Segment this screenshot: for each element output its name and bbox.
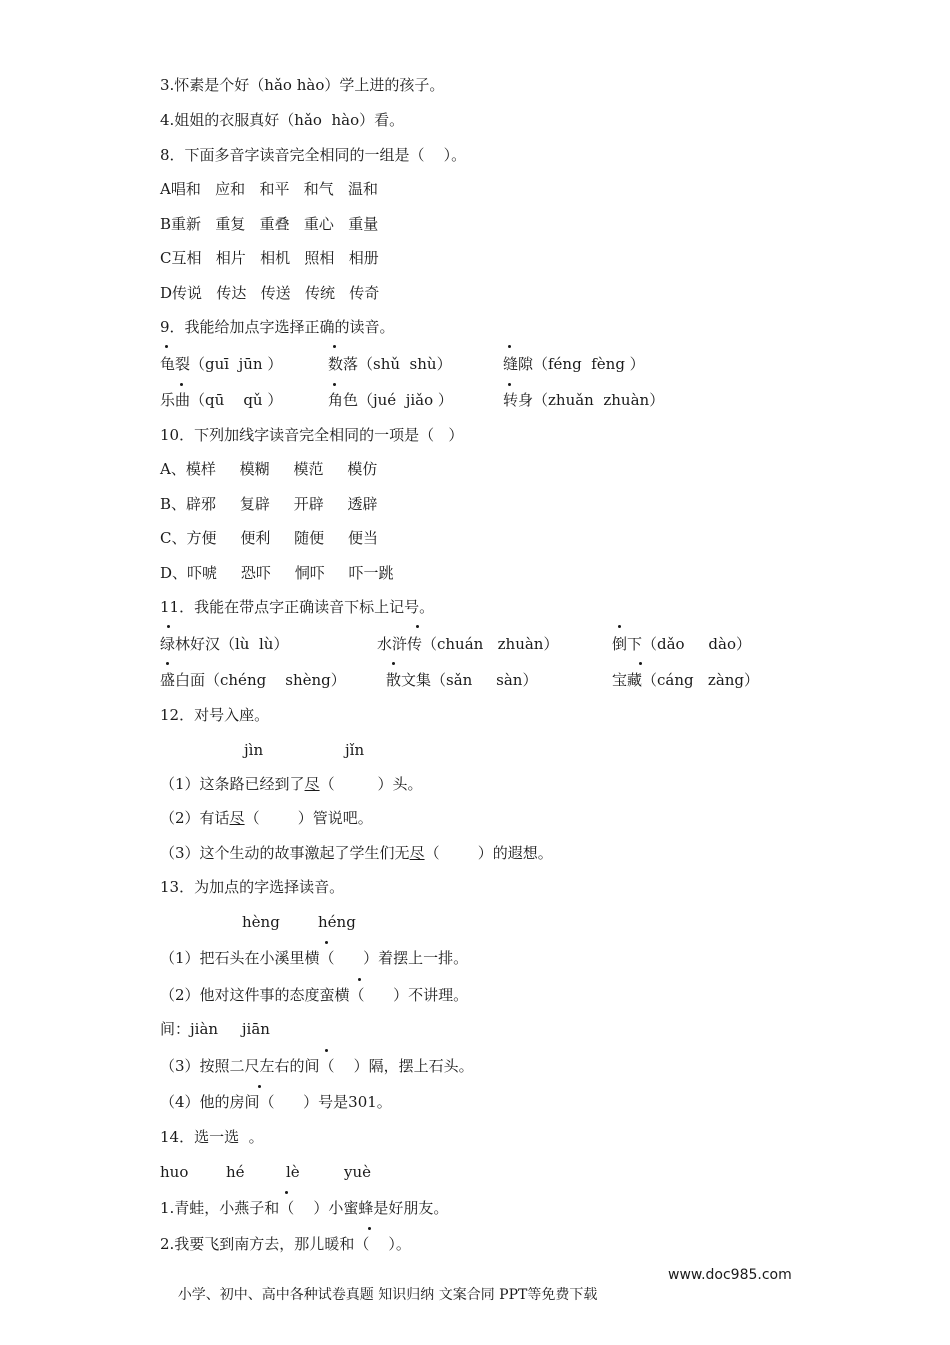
q11-item: 绿林好汉（lù lù） (160, 635, 289, 653)
emphasis-dot (167, 625, 170, 628)
q11-item: 水浒传（chuán zhuàn） (377, 635, 559, 653)
q9-title: 9．我能给加点字选择正确的读音。 (160, 318, 395, 336)
emphasis-dot (508, 383, 511, 386)
emphasis-dot (333, 345, 336, 348)
pinyin-option: huo (160, 1163, 189, 1181)
q13-item-4: （4）他的房间（ ）号是301。 (160, 1093, 392, 1111)
q10-option-d: D、吓唬 恐吓 恫吓 吓一跳 (160, 564, 394, 582)
q13-item-2: （2）他对这件事的态度蛮横（ ）不讲理。 (160, 986, 469, 1004)
q11-title: 11．我能在带点字正确读音下标上记号。 (160, 598, 435, 616)
emphasis-dot (392, 662, 395, 665)
q9-item: 乐曲（qū qǔ ） (160, 391, 283, 409)
q14-item-2: 2.我要飞到南方去，那儿暖和（ ）。 (160, 1235, 411, 1253)
emphasis-dot (358, 978, 361, 981)
pinyin-option: hèng (242, 913, 280, 931)
q9-item: 数落（shǔ shù） (328, 355, 452, 373)
q11-item: 盛白面（chéng shèng） (160, 671, 346, 689)
q11-item: 倒下（dǎo dào） (612, 635, 751, 653)
q11-item: 散文集（sǎn sàn） (386, 671, 538, 689)
q8-option-c: C互相 相片 相机 照相 相册 (160, 249, 379, 267)
q8-title: 8．下面多音字读音完全相同的一组是（ ）。 (160, 146, 467, 164)
q12-item-1: （1）这条路已经到了尽（ ）头。 (160, 775, 423, 793)
q9-item: 龟裂（guī jūn ） (160, 355, 283, 373)
q12-title: 12．对号入座。 (160, 706, 270, 724)
q8-option-a: A唱和 应和 和平 和气 温和 (160, 180, 379, 198)
q-line-3: 3.怀素是个好（hǎo hào）学上进的孩子。 (160, 76, 445, 94)
q13-item-1: （1）把石头在小溪里横（ ）着摆上一排。 (160, 949, 469, 967)
emphasis-dot (325, 1049, 328, 1052)
pinyin-option: jìn (244, 741, 264, 759)
q9-item: 缝隙（féng fèng ） (503, 355, 645, 373)
pinyin-option: jǐn (345, 741, 365, 759)
emphasis-dot (285, 1191, 288, 1194)
footer (160, 1265, 792, 1345)
q10-option-c: C、方便 便利 随便 便当 (160, 529, 378, 547)
footer-url[interactable]: www.doc985.com (668, 1267, 792, 1283)
q10-title: 10．下列加线字读音完全相同的一项是（ ） (160, 426, 464, 444)
q10-option-b: B、辟邪 复辟 开辟 透辟 (160, 495, 378, 513)
q8-option-d: D传说 传达 传送 传统 传奇 (160, 284, 380, 302)
q13-item-3: （3）按照二尺左右的间（ ）隔，摆上石头。 (160, 1057, 474, 1075)
pinyin-option: yuè (344, 1163, 372, 1181)
q14-title: 14．选一选 。 (160, 1128, 264, 1146)
emphasis-dot (325, 941, 328, 944)
pinyin-option: héng (318, 913, 356, 931)
q8-option-b: B重新 重复 重叠 重心 重量 (160, 215, 379, 233)
q10-option-a: A、模样 模糊 模范 模仿 (160, 460, 378, 478)
q13-jian-options: 间：jiàn jiān (160, 1020, 270, 1038)
emphasis-dot (258, 1085, 261, 1088)
emphasis-dot (333, 383, 336, 386)
emphasis-dot (165, 345, 168, 348)
q12-item-3: （3）这个生动的故事激起了学生们无尽（ ）的遐想。 (160, 844, 553, 862)
pinyin-option: hé (226, 1163, 245, 1181)
emphasis-dot (180, 383, 183, 386)
q9-item: 转身（zhuǎn zhuàn） (503, 391, 665, 409)
q-line-4: 4.姐姐的衣服真好（hǎo hào）看。 (160, 111, 405, 129)
emphasis-dot (368, 1227, 371, 1230)
emphasis-dot (416, 625, 419, 628)
emphasis-dot (618, 625, 621, 628)
q9-item: 角色（jué jiǎo ） (328, 391, 453, 409)
q13-title: 13．为加点的字选择读音。 (160, 878, 345, 896)
emphasis-dot (508, 345, 511, 348)
q14-item-1: 1.青蛙，小燕子和（ ）小蜜蜂是好朋友。 (160, 1199, 449, 1217)
q11-item: 宝藏（cáng zàng） (612, 671, 760, 689)
pinyin-option: lè (286, 1163, 300, 1181)
emphasis-dot (166, 662, 169, 665)
footer-text: 小学、初中、高中各种试卷真题 知识归纳 文案合同 PPT等免费下载 (177, 1287, 598, 1303)
q12-item-2: （2）有话尽（ ）管说吧。 (160, 809, 373, 827)
emphasis-dot (639, 662, 642, 665)
